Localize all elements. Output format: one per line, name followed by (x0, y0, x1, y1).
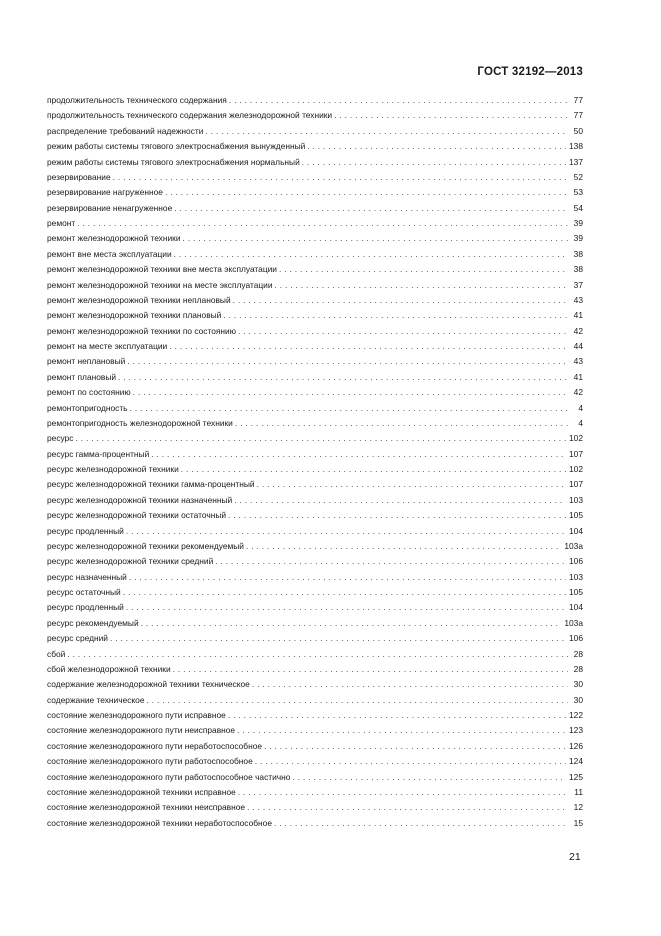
index-entry (47, 462, 583, 477)
index-entry (47, 401, 583, 416)
dot-leader (307, 139, 566, 154)
dot-leader (257, 477, 566, 492)
index-entry (47, 677, 583, 692)
index-entry (47, 631, 583, 646)
dot-leader (183, 231, 568, 246)
index-term: ресурс гамма-процентный (47, 448, 150, 459)
index-term: ремонт на месте эксплуатации (47, 341, 168, 351)
index-page-ref: 107 (569, 448, 583, 459)
index-page-ref: 43 (573, 294, 583, 305)
dot-leader (238, 785, 568, 800)
index-term: ресурс железнодорожной техники рекомендуемый (47, 540, 244, 551)
dot-leader (274, 816, 568, 831)
index-page-ref: 53 (573, 187, 583, 198)
index-page-ref: 54 (573, 202, 583, 213)
dot-leader (123, 585, 566, 600)
index-term: ресурс средний (47, 633, 108, 644)
index-entry (47, 539, 583, 554)
dot-leader (228, 708, 566, 723)
index-entry (47, 800, 583, 815)
index-entry (47, 170, 583, 185)
index-page-ref: 41 (573, 371, 583, 382)
index-term: ремонт плановый (47, 371, 117, 382)
dot-leader (181, 462, 566, 477)
index-term: состояние железнодорожного пути исправное (47, 710, 226, 720)
dot-leader (67, 647, 568, 662)
index-page-ref: 102 (569, 464, 583, 474)
index-entry (47, 385, 583, 400)
index-entry (47, 524, 583, 539)
index-entry (47, 770, 583, 785)
index-term: ремонт неплановый (47, 356, 126, 367)
index-page-ref: 77 (573, 95, 583, 105)
index-entry (47, 354, 583, 369)
dot-leader (252, 677, 568, 692)
index-page-ref: 44 (573, 341, 583, 351)
index-term: режим работы системы тягового электроснабжения вынужденный (47, 141, 306, 152)
index-page-ref: 42 (573, 325, 583, 336)
index-page-ref: 138 (569, 141, 583, 152)
index-term: ресурс продленный (47, 602, 124, 613)
index-term: содержание техническое (47, 694, 145, 705)
index-term: ресурс железнодорожной техники остаточный (47, 510, 227, 521)
index-page-ref: 52 (573, 171, 583, 182)
index-entry (47, 493, 583, 508)
index-term: продолжительность технического содержания (47, 95, 227, 105)
index-page-ref: 125 (569, 771, 583, 782)
index-entry (47, 570, 583, 585)
index-page-ref: 103 (569, 494, 583, 505)
index-term: ремонт железнодорожной техники на месте эксплуатации (47, 279, 273, 290)
index-entry (47, 554, 583, 569)
index-term: ремонт железнодорожной техники неплановый (47, 294, 231, 305)
index-term: состояние железнодорожной техники неисправное (47, 802, 246, 813)
index-term: состояние железнодорожной техники неработоспособное (47, 817, 272, 828)
index-entry (47, 708, 583, 723)
index-page-ref: 50 (573, 125, 583, 136)
index-term: режим работы системы тягового электроснабжения нормальный (47, 156, 300, 167)
index-page-ref: 28 (573, 663, 583, 674)
index-entry (47, 293, 583, 308)
index-page-ref: 43 (573, 356, 583, 367)
index-entry (47, 308, 583, 323)
index-entry (47, 647, 583, 662)
index-page-ref: 39 (573, 233, 583, 244)
index-entry (47, 739, 583, 754)
alphabetical-index (47, 93, 583, 831)
dot-leader (302, 155, 566, 170)
dot-leader (174, 247, 568, 262)
index-entry (47, 185, 583, 200)
dot-leader (264, 739, 566, 754)
index-page-ref: 104 (569, 602, 583, 613)
dot-leader (223, 308, 568, 323)
index-term: состояние железнодорожного пути работоспособное (47, 756, 253, 767)
index-entry (47, 262, 583, 277)
index-page-ref: 42 (573, 387, 583, 398)
index-page-ref: 37 (573, 279, 583, 290)
index-entry (47, 339, 583, 354)
dot-leader (234, 493, 566, 508)
index-page-ref: 38 (573, 248, 583, 259)
dot-leader (127, 354, 568, 369)
dot-leader (238, 324, 568, 339)
dot-leader (215, 554, 566, 569)
dot-leader (205, 124, 568, 139)
index-term: ремонт железнодорожной техники плановый (47, 310, 222, 321)
index-page-ref: 124 (569, 756, 583, 767)
index-entry (47, 816, 583, 831)
index-page-ref: 104 (569, 525, 583, 536)
dot-leader (75, 431, 566, 446)
index-page-ref: 123 (569, 725, 583, 736)
index-entry (47, 431, 583, 446)
index-entry (47, 93, 583, 108)
index-page-ref: 102 (569, 433, 583, 444)
dot-leader (255, 754, 566, 769)
dot-leader (141, 616, 562, 631)
index-entry (47, 785, 583, 800)
index-entry (47, 616, 583, 631)
index-entry (47, 201, 583, 216)
dot-leader (130, 401, 568, 416)
index-entry (47, 723, 583, 738)
index-page-ref: 107 (569, 479, 583, 490)
index-term: ремонт вне места эксплуатации (47, 248, 172, 259)
dot-leader (174, 201, 568, 216)
dot-leader (173, 662, 568, 677)
index-page-ref: 105 (569, 587, 583, 597)
index-entry (47, 278, 583, 293)
dot-leader (113, 170, 568, 185)
index-term: состояние железнодорожного пути неисправное (47, 725, 236, 736)
index-term: ремонт железнодорожной техники (47, 233, 181, 244)
dot-leader (129, 570, 566, 585)
index-term: ремонт железнодорожной техники вне места эксплуатации (47, 264, 277, 275)
index-term: содержание железнодорожной техники техническое (47, 679, 250, 690)
dot-leader (126, 600, 566, 615)
dot-leader (235, 416, 568, 431)
dot-leader (77, 216, 568, 231)
index-entry (47, 447, 583, 462)
index-term: ресурс остаточный (47, 587, 121, 597)
index-page-ref: 39 (573, 218, 583, 228)
index-term: состояние железнодорожного пути работоспособное частично (47, 771, 291, 782)
index-entry (47, 216, 583, 231)
index-term: ремонт по состоянию (47, 387, 131, 398)
index-term: ресурс рекомендуемый (47, 617, 139, 628)
index-page-ref: 15 (573, 817, 583, 828)
index-term: ресурс (47, 433, 74, 444)
index-term: ресурс железнодорожной техники средний (47, 556, 214, 567)
index-page-ref: 105 (569, 510, 583, 521)
index-entry (47, 370, 583, 385)
index-entry (47, 155, 583, 170)
index-term: ресурс продленный (47, 525, 124, 536)
page-number: 21 (569, 851, 581, 863)
index-term: состояние железнодорожного пути неработоспособное (47, 740, 263, 751)
index-term: ремонтопригодность железнодорожной техники (47, 417, 233, 428)
document-header-standard: ГОСТ 32192—2013 (477, 66, 583, 78)
index-term: распределение требований надежности (47, 125, 204, 136)
index-page-ref: 28 (573, 648, 583, 659)
index-entry (47, 662, 583, 677)
dot-leader (228, 508, 566, 523)
index-term: ресурс железнодорожной техники (47, 464, 179, 474)
index-page-ref: 106 (569, 556, 583, 567)
dot-leader (147, 693, 569, 708)
index-entry (47, 585, 583, 600)
index-entry (47, 108, 583, 123)
index-page-ref: 41 (573, 310, 583, 321)
index-term: продолжительность технического содержания железнодорожной техники (47, 110, 333, 121)
index-page-ref: 38 (573, 264, 583, 275)
index-term: резервирование нагруженное (47, 187, 163, 198)
dot-leader (229, 93, 568, 108)
index-page-ref: 77 (573, 110, 583, 121)
index-page-ref: 12 (573, 802, 583, 813)
index-entry (47, 247, 583, 262)
dot-leader (118, 370, 568, 385)
index-entry (47, 754, 583, 769)
dot-leader (233, 293, 568, 308)
index-page-ref: 103 (569, 571, 583, 582)
dot-leader (246, 539, 561, 554)
index-entry (47, 139, 583, 154)
index-page-ref: 103а (564, 540, 583, 551)
index-entry (47, 508, 583, 523)
index-term: резервирование ненагруженное (47, 202, 173, 213)
index-entry (47, 416, 583, 431)
dot-leader (110, 631, 566, 646)
dot-leader (237, 723, 566, 738)
index-page-ref: 4 (578, 402, 583, 413)
dot-leader (292, 770, 566, 785)
index-page-ref: 30 (573, 694, 583, 705)
dot-leader (133, 385, 568, 400)
index-term: ресурс железнодорожной техники назначенный (47, 494, 233, 505)
index-page-ref: 137 (569, 156, 583, 167)
index-entry (47, 600, 583, 615)
index-entry (47, 231, 583, 246)
index-page-ref: 106 (569, 633, 583, 644)
dot-leader (275, 278, 568, 293)
index-entry (47, 693, 583, 708)
index-term: сбой (47, 648, 66, 659)
dot-leader (151, 447, 566, 462)
dot-leader (126, 524, 566, 539)
dot-leader (334, 108, 568, 123)
index-term: сбой железнодорожной техники (47, 663, 171, 674)
index-page-ref: 126 (569, 740, 583, 751)
index-page-ref: 11 (574, 786, 583, 797)
dot-leader (169, 339, 568, 354)
index-entry (47, 477, 583, 492)
dot-leader (279, 262, 568, 277)
dot-leader (247, 800, 568, 815)
index-term: ресурс железнодорожной техники гамма-процентный (47, 479, 255, 490)
index-page-ref: 4 (578, 417, 583, 428)
index-term: ремонт железнодорожной техники по состоянию (47, 325, 236, 336)
dot-leader (165, 185, 568, 200)
index-term: состояние железнодорожной техники исправное (47, 786, 236, 797)
index-page-ref: 30 (573, 679, 583, 690)
index-entry (47, 124, 583, 139)
index-term: резервирование (47, 171, 111, 182)
index-entry (47, 324, 583, 339)
index-page-ref: 103а (564, 617, 583, 628)
index-term: ресурс назначенный (47, 571, 127, 582)
index-term: ремонтопригодность (47, 402, 128, 413)
index-page-ref: 122 (569, 710, 583, 720)
index-term: ремонт (47, 218, 76, 228)
